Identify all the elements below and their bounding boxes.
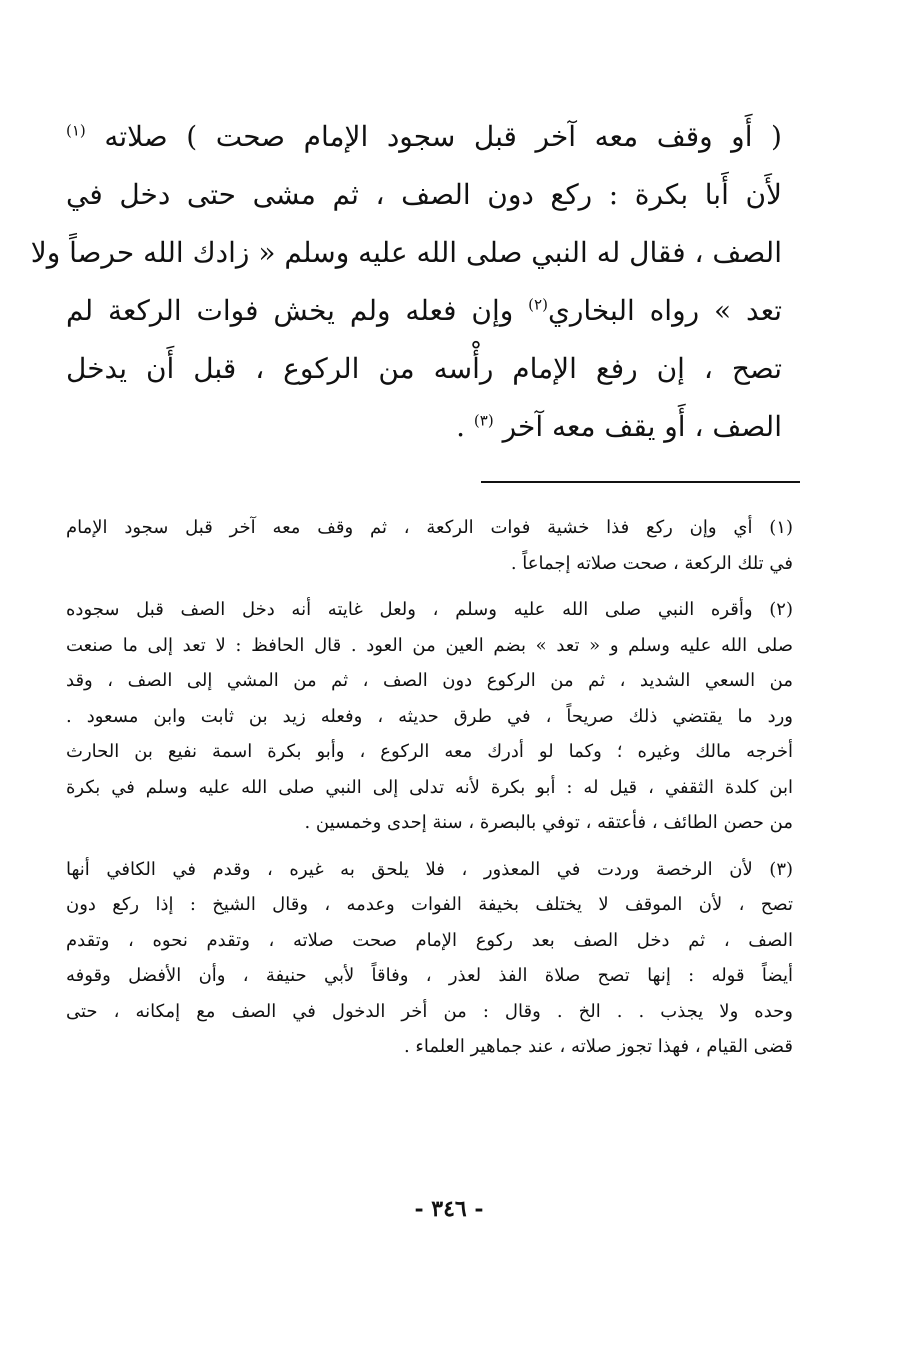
main-text [30,108,782,456]
footnote-divider [481,481,800,483]
main-line-end: . [456,410,465,443]
footnotes [66,510,793,1076]
footnote-line: (٢) وأقره النبي صلى الله عليه وسلم ، ولعل غايته أنه دخل الصف قبل سجوده [66,599,793,620]
footnote-ref-1: (١) [66,121,86,140]
main-line-text: تعد » رواه البخاري [547,294,782,327]
footnote-line: ابن كلدة الثقفي ، قيل له : أبو بكرة لأنه تدلى إلى النبي صلى الله عليه وسلم في بكرة [66,776,793,798]
main-line-text: ( أَو وقف معه آخر قبل سجود الإمام صحت ) صلاته [104,120,782,153]
footnote-line: الصف ، ثم دخل الصف بعد ركوع الإمام صحت صلاته ، وتقدم نحوه ، وتقدم [66,929,793,951]
footnote-ref-3: (٣) [473,411,494,430]
footnote-line: أيضاً قوله : إنها تصح صلاة الفذ لعذر ، وفاقاً لأبي حنيفة ، وأن الأفضل وقوفه [66,965,793,986]
footnote-line: من حصن الطائف ، فأعتقه ، توفي بالبصرة ، سنة إحدى وخمسين . [304,812,793,833]
footnote-line: في تلك الركعة ، صحت صلاته إجماعاً . [510,552,793,574]
main-line [66,282,782,340]
footnote-3 [66,852,793,1065]
main-line [66,108,782,166]
footnote-line: صلى الله عليه وسلم و « تعد » بضم العين من العود . قال الحافظ : لا تعد إلى ما صنعت [66,634,793,656]
footnote-line: أخرجه مالك وغيره ؛ وكما لو أدرك معه الركوع ، وأبو بكرة اسمة نفيع بن الحارث [66,741,793,762]
main-line-text: وإن فعله ولم يخش فوات الركعة لم [66,294,514,327]
main-line-text: الصف ، أَو يقف معه آخر [502,410,782,443]
footnote-line: من السعي الشديد ، ثم من الركوع دون الصف ، ثم من المشي إلى الصف ، وقد [66,670,793,691]
footnote-1 [66,510,793,581]
footnote-line: وحده ولا يجذب . . الخ . وقال : من أخر الدخول في الصف مع إمكانه ، حتى [66,1000,793,1022]
footnote-line: تصح ، لأن الموقف لا يختلف بخيفة الفوات وعدمه ، وقال الشيخ : إذا ركع دون [66,894,793,915]
footnote-2 [66,592,793,841]
footnote-line: قضى القيام ، فهذا تجوز صلاته ، عند جماهير العلماء . [403,1036,793,1057]
page-number: - ٣٤٦ - [414,1196,484,1222]
footnote-ref-2: (٢) [528,295,548,314]
main-line: تصح ، إن رفع الإمام رأْسه من الركوع ، قبل أَن يدخل [66,352,782,385]
main-line [66,398,782,456]
main-line: لأَن أَبا بكرة : ركع دون الصف ، ثم مشى حتى دخل في [66,178,782,211]
footnote-line: ورد ما يقتضي ذلك صريحاً ، في طرق حديثه ، وفعله زيد بن ثابت وابن مسعود . [66,705,793,727]
main-line: الصف ، فقال له النبي صلى الله عليه وسلم « زادك الله حرصاً ولا [30,236,782,269]
footnote-line: (١) أي وإن ركع فذا خشية فوات الركعة ، ثم وقف معه آخر قبل سجود الإمام [66,517,793,538]
footnote-line: (٣) لأن الرخصة وردت في المعذور ، فلا يلحق به غيره ، وقدم في الكافي أنها [66,858,794,880]
